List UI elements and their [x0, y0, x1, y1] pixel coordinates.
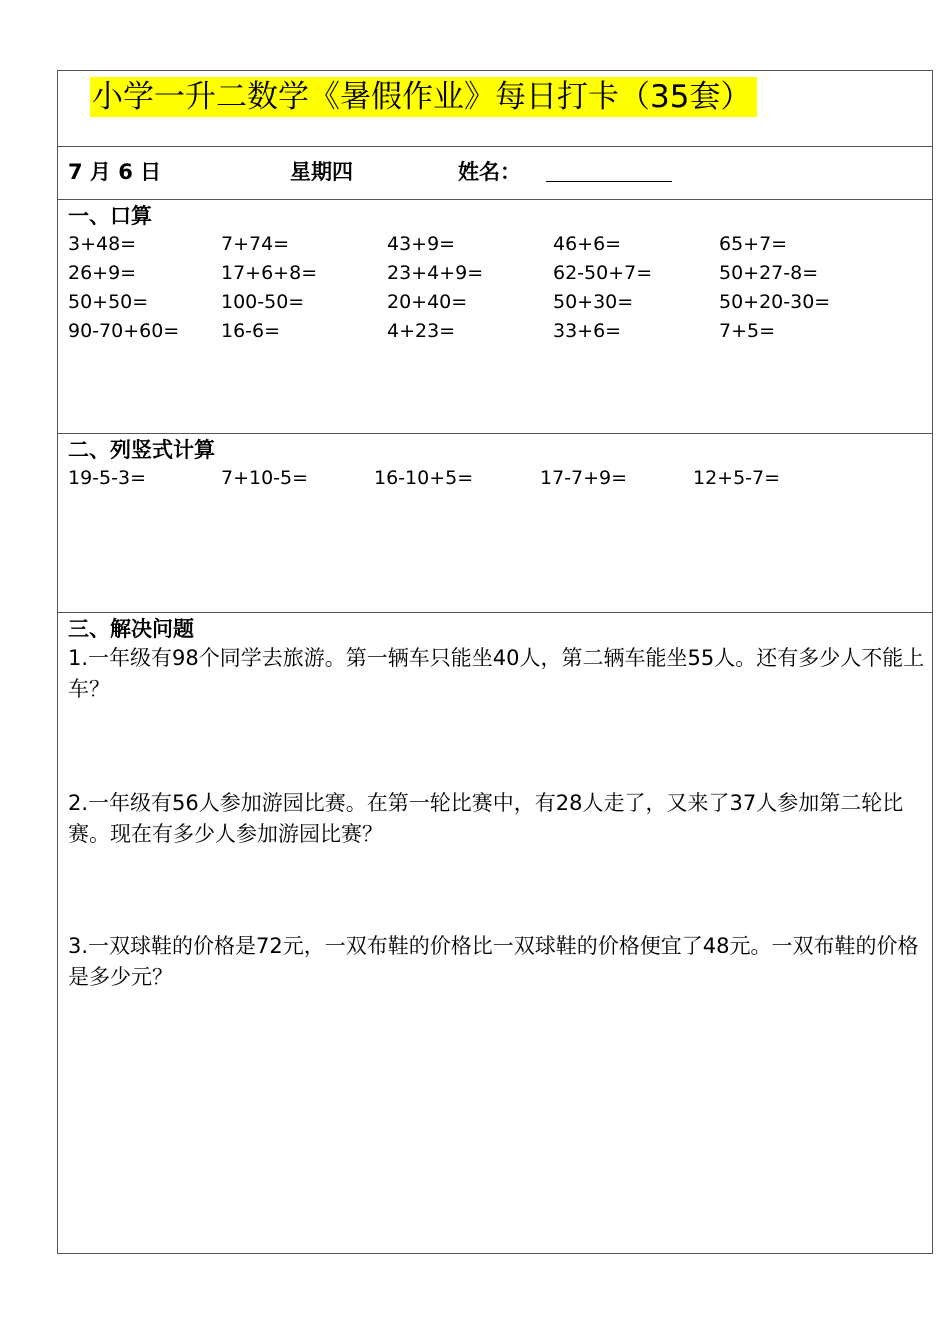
vertical-calculation-section: [58, 434, 932, 613]
title-row: [58, 71, 932, 147]
oral-exercise: 50+30=: [553, 291, 634, 313]
vertical-exercise: 7+10-5=: [221, 467, 309, 489]
word-problems-section: [58, 613, 932, 1253]
worksheet-title: 小学一升二数学《暑假作业》每日打卡（35套）: [90, 77, 757, 117]
oral-exercise: 7+5=: [719, 320, 776, 342]
name-label: 姓名：: [458, 160, 521, 184]
oral-exercise: 20+40=: [387, 291, 468, 313]
oral-exercise: 50+50=: [68, 291, 149, 313]
vertical-exercise: 17-7+9=: [540, 467, 628, 489]
oral-exercise: 7+74=: [221, 233, 290, 255]
oral-exercise: 26+9=: [68, 262, 137, 284]
oral-exercise: 17+6+8=: [221, 262, 318, 284]
worksheet: [57, 70, 933, 1254]
oral-exercise: 3+48=: [68, 233, 137, 255]
oral-exercise: 4+23=: [387, 320, 456, 342]
oral-exercise: 46+6=: [553, 233, 622, 255]
oral-heading: 一、口算: [68, 204, 152, 228]
weekday-text: 星期四: [290, 160, 353, 184]
oral-exercise: 50+20-30=: [719, 291, 831, 313]
date-row: [58, 147, 932, 200]
word-problem-2: 2.一年级有56人参加游园比赛。在第一轮比赛中，有28人走了，又来了37人参加第二轮比赛。现在有多少人参加游园比赛？: [68, 791, 904, 846]
vertical-exercise: 19-5-3=: [68, 467, 146, 489]
word-problem-1: 1.一年级有98个同学去旅游。第一辆车只能坐40人，第二辆车能坐55人。还有多少人不能上车？: [68, 646, 925, 701]
oral-exercise: 16-6=: [221, 320, 281, 342]
vertical-exercise: 12+5-7=: [693, 467, 781, 489]
oral-exercise: 50+27-8=: [719, 262, 819, 284]
oral-exercise: 33+6=: [553, 320, 622, 342]
oral-exercise: 65+7=: [719, 233, 788, 255]
oral-exercise: 90-70+60=: [68, 320, 180, 342]
problems-heading: 三、解决问题: [68, 617, 194, 641]
name-blank-line[interactable]: [546, 181, 672, 182]
oral-exercise: 100-50=: [221, 291, 305, 313]
oral-calculation-section: [58, 200, 932, 434]
vertical-exercise: 16-10+5=: [374, 467, 474, 489]
word-problem-3: 3.一双球鞋的价格是72元，一双布鞋的价格比一双球鞋的价格便宜了48元。一双布鞋的价格是多少元？: [68, 934, 919, 989]
vertical-heading: 二、列竖式计算: [68, 438, 215, 462]
date-line: [68, 157, 521, 187]
oral-exercise: 43+9=: [387, 233, 456, 255]
oral-exercise: 62-50+7=: [553, 262, 653, 284]
date-text: 7 月 6 日: [68, 160, 162, 184]
oral-exercise: 23+4+9=: [387, 262, 484, 284]
